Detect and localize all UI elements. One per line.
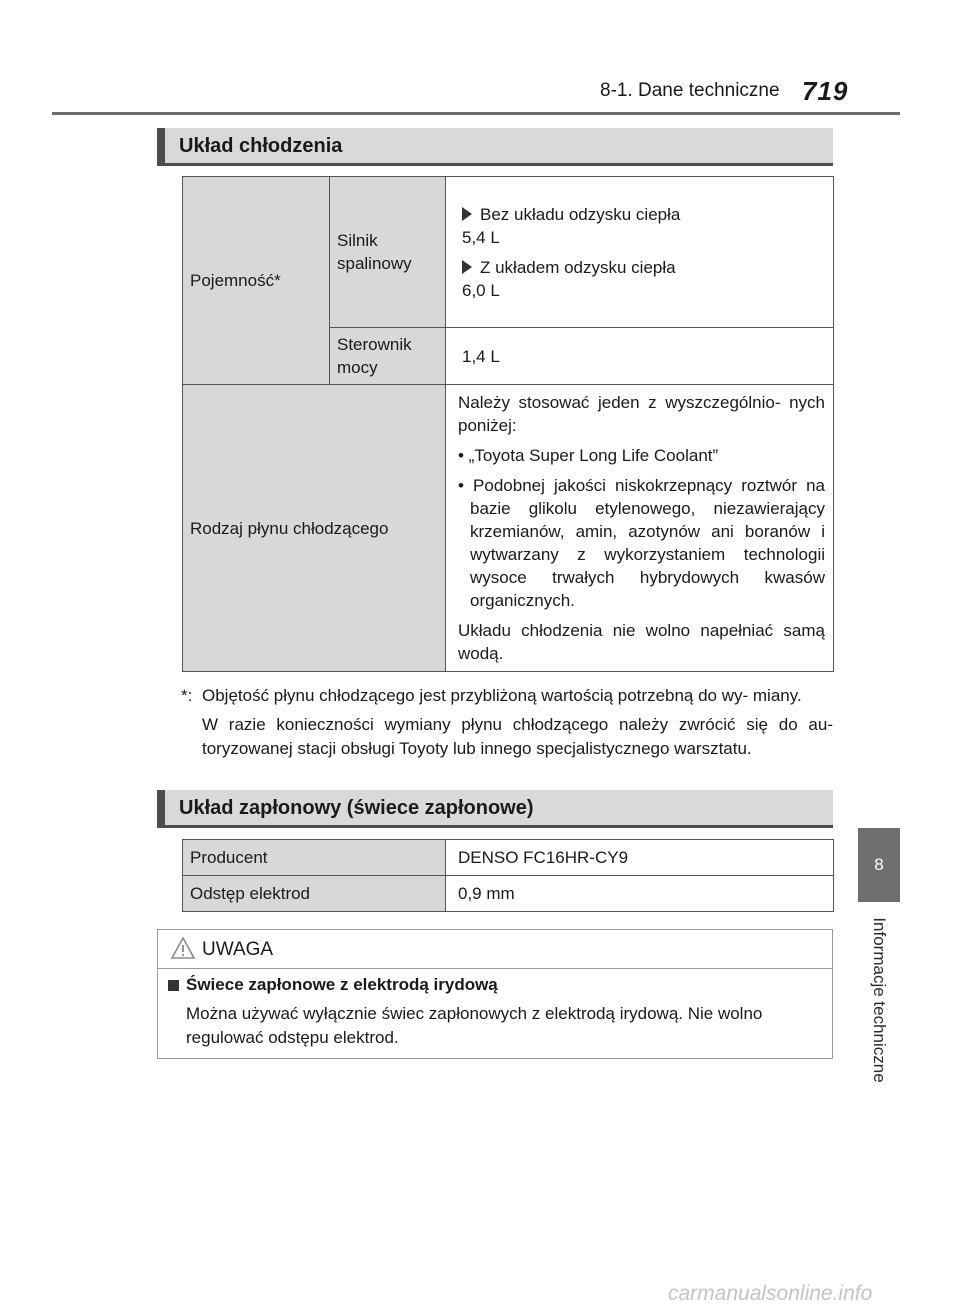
producer-label: Producent xyxy=(183,840,446,876)
engine-option-2: Z układem odzysku ciepła xyxy=(462,256,825,279)
chapter-label: Informacje techniczne xyxy=(870,917,889,1083)
footnote xyxy=(181,684,833,761)
engine-value-1: 5,4 L xyxy=(462,227,500,247)
caution-title: UWAGA xyxy=(202,939,274,960)
gap-value: 0,9 mm xyxy=(446,876,834,912)
coolant-type-cell xyxy=(446,385,834,672)
section-title: 8-1. Dane techniczne xyxy=(600,80,780,101)
footnote-mark: *: xyxy=(181,686,193,705)
coolant-option: • „Toyota Super Long Life Coolant” xyxy=(458,446,719,465)
table-row xyxy=(183,840,834,876)
ignition-table xyxy=(182,839,834,912)
ignition-section-heading xyxy=(157,790,833,828)
cooling-section-title: Układ chłodzenia xyxy=(179,135,343,157)
footnote-note: W razie konieczności wymiany płynu chłodzącego należy zwrócić się do au- toryzowanej stacji obsługi Toyoty lub innego specjalistycznego warsztatu. xyxy=(202,715,833,758)
cooling-section-heading xyxy=(157,128,833,166)
arrow-right-icon xyxy=(462,260,472,274)
engine-option-1: Bez układu odzysku ciepła xyxy=(462,203,825,226)
capacity-label: Pojemność* xyxy=(183,177,330,385)
chapter-number: 8 xyxy=(874,855,884,874)
page-number: 719 xyxy=(802,76,849,106)
chapter-tab xyxy=(858,828,900,902)
inverter-label: Sterownik mocy xyxy=(330,328,446,385)
header-rule xyxy=(52,112,900,115)
caution-box xyxy=(157,929,833,1059)
cooling-table xyxy=(182,176,834,672)
ignition-section-title: Układ zapłonowy (świece zapłonowe) xyxy=(179,797,534,819)
gap-label: Odstęp elektrod xyxy=(183,876,446,912)
caution-heading: Świece zapłonowe z elektrodą irydową xyxy=(186,975,498,994)
engine-label: Silnik spalinowy xyxy=(330,177,446,328)
engine-capacity-cell xyxy=(446,177,834,328)
caution-header xyxy=(158,930,832,969)
coolant-intro: Należy stosować jeden z wyszczególnio- nych poniżej: xyxy=(458,393,825,435)
engine-value-2: 6,0 L xyxy=(462,280,500,300)
warning-icon xyxy=(170,936,196,960)
inverter-value: 1,4 L xyxy=(446,328,834,385)
coolant-warning: Układu chłodzenia nie wolno napełniać samą wodą. xyxy=(458,621,825,663)
arrow-right-icon xyxy=(462,207,472,221)
table-row xyxy=(183,876,834,912)
square-bullet-icon xyxy=(168,980,179,991)
watermark: carmanualsonline.info xyxy=(668,1282,873,1305)
producer-value: DENSO FC16HR-CY9 xyxy=(446,840,834,876)
coolant-option: • Podobnej jakości niskokrzepnący roztwór na bazie glikolu etylenowego, niezawierający krzemianów, amin, azotynów ani boranów i wytwarzany z wykorzystaniem technologii wysoce trwałych hybrydowych kwasów organicznych. xyxy=(458,476,825,610)
caution-text: Można używać wyłącznie świec zapłonowych z elektrodą irydową. Nie wolno regulować odstępu elektrod. xyxy=(186,1004,763,1047)
footnote-text: Objętość płynu chłodzącego jest przybliżoną wartością potrzebną do wy- miany. xyxy=(202,686,802,705)
coolant-type-label: Rodzaj płynu chłodzącego xyxy=(183,385,446,672)
